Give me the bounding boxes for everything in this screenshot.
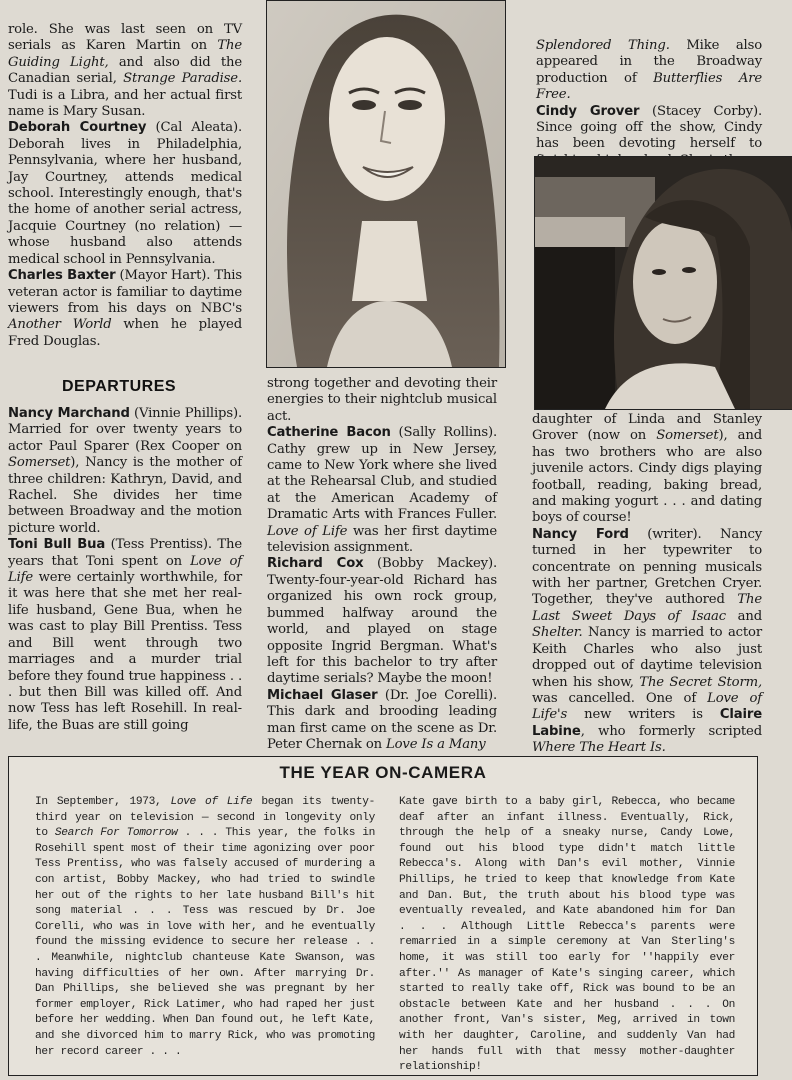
portrait-photo-girl-illustration — [535, 157, 792, 409]
cast-name: Richard Cox — [267, 556, 364, 572]
paragraph-glaser: Michael Glaser (Dr. Joe Corelli). This dark and brooding leading man first came on the scene as Dr. Peter Chernak on Love Is a Many — [267, 687, 497, 752]
left-column-top — [8, 22, 242, 350]
cast-name: Cindy Grover — [536, 103, 640, 119]
box-left-column — [35, 795, 375, 1060]
paragraph-bua-cont: strong together and devoting their energies to their nightclub musical act. — [267, 376, 497, 424]
cast-name: Michael Glaser — [267, 687, 378, 703]
paragraph-bacon: Catherine Bacon (Sally Rollins). Cathy grew up in New Jersey, came to New York where she lived at the Rehearsal Club, and studied at the American Academy of Dramatic Arts with Frances Fuller. Love of Life was her first daytime television assignment. — [267, 425, 497, 556]
paragraph-grover-cont: daughter of Linda and Stanley Grover (now on Somerset), and has two brothers who are also juvenile actors. Cindy digs playing football, reading, baking bread, and making yogurt . . . and dating boys of course! — [532, 412, 762, 526]
paragraph-courtney: Deborah Courtney (Cal Aleata). Deborah lives in Philadelphia, Pennsylvania, where her husband, Jay Courtney, attends medical school. Interestingly enough, that's the home of another serial actress, Jacquie Courtney (no relation) — whose husband also attends medical school in Pennsylvania. — [8, 120, 242, 267]
cast-name: Charles Baxter — [8, 268, 116, 284]
cast-name: Nancy Marchand — [8, 406, 130, 421]
portrait-photo-girl — [534, 156, 792, 410]
paragraph-grover: Cindy Grover (Stacey Corby). Since going off the show, Cindy has been devoting herself to — [536, 103, 762, 152]
cast-name: Catherine Bacon — [267, 425, 391, 441]
departures-heading: DEPARTURES — [62, 378, 177, 395]
year-on-camera-box — [8, 756, 758, 1076]
cast-name: Toni Bull Bua — [8, 537, 106, 553]
right-column-top — [536, 38, 762, 169]
paragraph-glaser-cont: Splendored Thing. Mike also appeared in the Broadway production of Butterflies Are Free. — [536, 38, 763, 103]
cast-name: Claire Labine — [532, 707, 762, 739]
middle-column — [267, 376, 497, 753]
box-right-column — [399, 795, 735, 1076]
box-left-text: In September, 1973, Love of Life began its twenty-third year on television — second in longevity only to Search For Tomorrow . . . This year, the folks in Rosehill spent most of their time agonizing over poor Tess Prentiss, who was falsely accused of murdering a con artist, Bobby Mackey, who had tried to swindle her out of the rights to her late husband Bill's hit song material . . . Tess was rescued by Dr. Joe Corelli, who was in love with her, and he eventually found the missing evidence to secure her release . . . Meanwhile, nightclub chanteuse Kate Swanson, was having difficulties of her own. After marrying Dr. Dan Phillips, she believed she was pregnant by her former employer, Rick Latimer, who had raped her just before her wedding. When Dan found out, he left Kate, and she divorced him to marry Rick, who was promoting her record career . . . — [35, 796, 375, 1058]
box-title: THE YEAR ON-CAMERA — [279, 763, 487, 782]
paragraph-cox: Richard Cox (Bobby Mackey). Twenty-four-year-old Richard has organized his own rock group, bummed halfway around the world, and played on stage opposite Ingrid Bergman. What's left for this bachelor to try after daytime serials? Maybe the moon! — [267, 556, 497, 687]
portrait-photo-woman — [266, 0, 506, 368]
portrait-photo-illustration — [267, 1, 505, 367]
paragraph-ford: Nancy Ford (writer). Nancy turned in her typewriter to concentrate on penning musicals with her partner, Gretchen Cryer. Together, they've authored The Last Sweet Days of Isaac and Shelter. Nancy is married to actor Keith Charles who also just dropped out of daytime television when his show, The Secret Storm, was cancelled. One of Love of Life's new writers is Claire Labine, who formerly scripted Where The Heart Is. — [532, 526, 762, 756]
cast-name: Deborah Courtney — [8, 120, 147, 136]
paragraph-tudi: role. She was last seen on TV serials as Karen Martin on The Guiding Light, and also did the Canadian serial, Strange Paradise. Tudi is a Libra, and her actual first name is Mary Susan. — [8, 22, 242, 120]
paragraph-marchand: Nancy Marchand (Vinnie Phillips). Married for over twenty years to actor Paul Sparer (Rex Cooper on Somerset), Nancy is the mother of three children: Kathryn, David, and Rachel. She divides her time between Broadway and the motion picture world. — [8, 406, 242, 536]
right-column-bottom — [532, 412, 762, 757]
cast-name: Nancy Ford — [532, 526, 629, 542]
paragraph-bua: Toni Bull Bua (Tess Prentiss). The years that Toni spent on Love of Life were certainly worthwhile, for it was here that she met her real-life husband, Gene Bua, when he was cast to play Bill Prentiss. Tess and Bill went through two marriages and a murder trial before they found true happiness . . . but then Bill was killed off. And now Tess has left Rosehill. In real-life, the Buas are still going — [8, 537, 243, 733]
paragraph-baxter: Charles Baxter (Mayor Hart). This veteran actor is familiar to daytime viewers from his days on NBC's Another World when he played Fred Douglas. — [8, 268, 242, 349]
left-column-bottom — [8, 406, 242, 734]
box-right-text: Kate gave birth to a baby girl, Rebecca, who became deaf after an infant illness. Eventually, Rick, through the help of a sneaky nurse, Candy Lowe, found out his blood type didn't match little Rebecca's. Along with Dan's evil mother, Vinnie Phillips, he tried to keep that knowledge from Kate and Dan. But, the truth about his blood type was eventually revealed, and Kate abandoned him for Dan . . . Although Little Rebecca's parents were remarried in a simple ceremony at Van Sterling's home, it was still too early for ''happily ever after.'' As manager of Kate's singing career, which started to really take off, Rick was bound to be an obstacle between Kate and her husband . . . On another front, Van's sister, Meg, arrived in town with her daughter, Caroline, and suddenly Van had her hands full with that messy mother-daughter relationship! — [399, 796, 735, 1074]
